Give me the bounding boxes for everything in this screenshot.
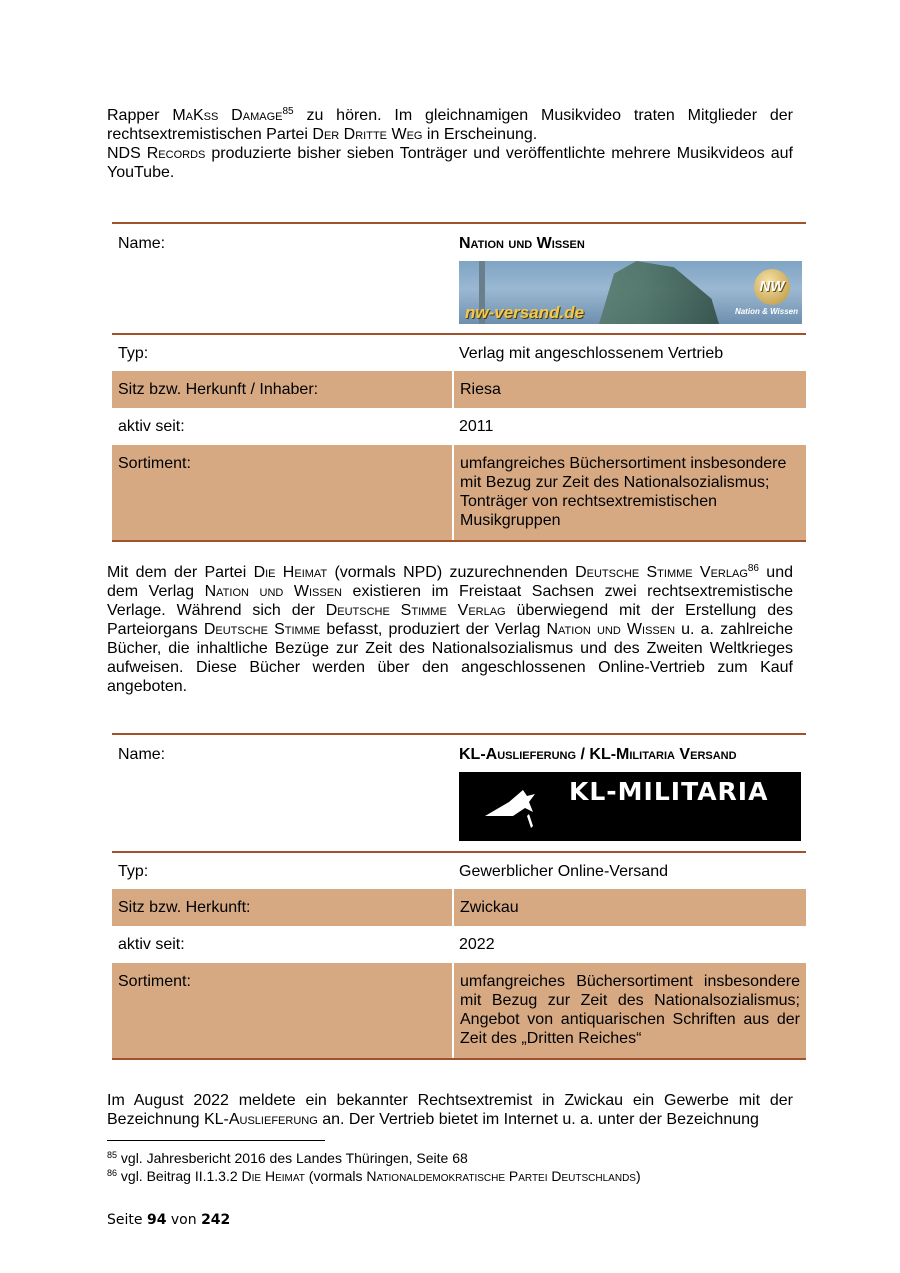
current-page: 94 — [146, 1212, 167, 1228]
aktiv-value: 2011 — [459, 418, 494, 435]
table-row-aktiv — [112, 926, 806, 963]
nw-versand-banner-image — [459, 261, 802, 324]
info-table-nation-und-wissen — [112, 222, 806, 542]
sortiment-label: Sortiment: — [112, 445, 453, 541]
name-value: KL-Auslieferung / KL-Militaria Versand — [459, 746, 737, 763]
typ-value: Verlag mit angeschlossenem Vertrieb — [459, 345, 724, 362]
banner-wordmark: KL-MILITARIA — [569, 777, 769, 806]
sortiment-label: Sortiment: — [112, 963, 453, 1059]
name-value: Nation und Wissen — [459, 235, 585, 252]
footnote-85: $^{85}$ vgl. Jahresbericht 2016 des Landes Thüringen, Seite 68 — [107, 1150, 468, 1166]
typ-label: Typ: — [118, 863, 149, 880]
eagle-icon — [483, 786, 547, 830]
sitz-value: Riesa — [453, 371, 806, 408]
banner-url: nw-versand.de — [465, 303, 585, 322]
statue-graphic — [569, 261, 719, 324]
name-label: Name: — [118, 746, 166, 763]
table-row-aktiv — [112, 408, 806, 445]
typ-value: Gewerblicher Online-Versand — [459, 863, 668, 880]
aktiv-label: aktiv seit: — [118, 418, 185, 435]
banner-caption: Nation & Wissen — [734, 307, 798, 316]
page-number: Seite 94 von 242 — [107, 1212, 231, 1228]
sortiment-value: umfangreiches Büchersortiment insbesondere mit Bezug zur Zeit des Nationalsozialismus; Angebot von antiquarischen Schriften aus der Zeit des „Dritten Reiches“ — [453, 963, 806, 1059]
table-row-name — [112, 223, 806, 334]
paragraph-verlage: Mit dem der Partei Die Heimat (vormals NPD) zuzurechnenden Deutsche Stimme Verlag$^{86}$ und dem Verlag Nation und Wissen existieren im Freistaat Sachsen zwei rechtsextremistische Verlage. Während sich der Deutsche Stimme Verlag überwiegend mit der Erstellung des Parteiorgans Deutsche Stimme befasst, produziert der Verlag Nation und Wissen u. a. zahlreiche Bücher, die inhaltliche Bezüge zur Zeit des Nationalsozialismus und des Zweiten Weltkrieges aufweisen. Diese Bücher werden über den angeschlossenen Online-Vertrieb zum Kauf angeboten. — [107, 563, 794, 695]
aktiv-value: 2022 — [459, 936, 495, 953]
footnote-ref-85[interactable]: 85 — [282, 106, 294, 117]
typ-label: Typ: — [118, 345, 149, 362]
name-label: Name: — [118, 235, 166, 252]
table-row-sitz — [112, 889, 806, 926]
footnote-ref-86[interactable]: 86 — [747, 563, 759, 574]
sitz-label: Sitz bzw. Herkunft: — [112, 889, 453, 926]
table-row-name — [112, 734, 806, 852]
footnote-86: $^{86}$ vgl. Beitrag II.1.3.2 Die Heimat (vormals Nationaldemokratische Partei Deutschlands) — [107, 1168, 641, 1184]
sitz-label: Sitz bzw. Herkunft / Inhaber: — [112, 371, 453, 408]
table-row-sitz — [112, 371, 806, 408]
aktiv-label: aktiv seit: — [118, 936, 185, 953]
info-table-kl-militaria — [112, 733, 806, 1060]
sortiment-value: umfangreiches Büchersortiment insbesondere mit Bezug zur Zeit des Nationalsozialismus; Tonträger von rechtsextremistischen Musikgruppen — [453, 445, 806, 541]
total-pages: 242 — [201, 1212, 231, 1228]
table-row-sortiment — [112, 445, 806, 541]
kl-militaria-banner-image — [459, 772, 801, 841]
sitz-value: Zwickau — [453, 889, 806, 926]
artist-name: MaKss Damage — [172, 107, 283, 124]
footnote-separator — [107, 1140, 325, 1141]
paragraph-intro: Rapper MaKss Damage$^{85}$ zu hören. Im gleichnamigen Musikvideo traten Mitglieder der rechtsextremistischen Partei Der Dritte Weg in Erscheinung. NDS Records produzierte bisher sieben Tonträger und veröffentlichte mehrere Musikvideos auf YouTube. — [107, 106, 793, 181]
paragraph-kl-auslieferung: Im August 2022 meldete ein bekannter Rechtsextremist in Zwickau ein Gewerbe mit der Bezeichnung KL-Auslieferung an. Der Vertrieb bietet im Internet u. a. unter der Bezeichnung — [107, 1092, 793, 1128]
table-row-typ — [112, 334, 806, 371]
table-row-sortiment — [112, 963, 806, 1059]
table-row-typ — [112, 852, 806, 889]
nw-logo-badge: NW — [754, 269, 790, 305]
